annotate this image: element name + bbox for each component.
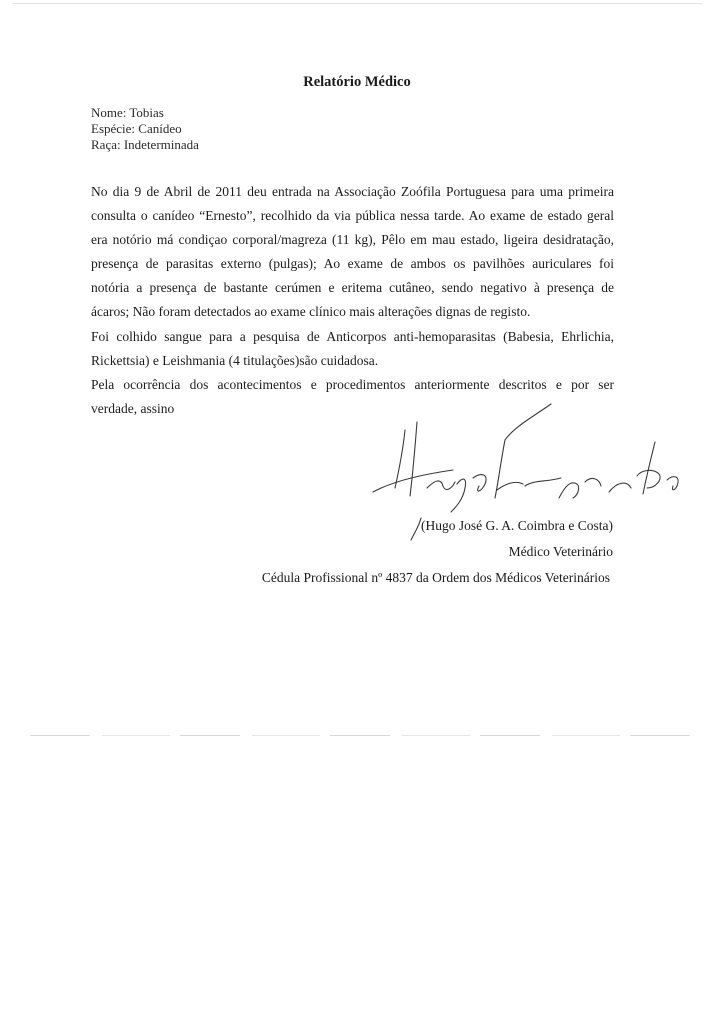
- body-line: verdade, assino: [91, 400, 175, 416]
- patient-name: Nome: Tobias: [91, 105, 164, 120]
- body-line: Rickettsia) e Leishmania (4 titulações)são cuidadosa.: [91, 352, 379, 368]
- top-scan-edge: [12, 3, 702, 4]
- body-line: Pela ocorrência dos acontecimentos e procedimentos anteriormente descritos e por ser: [91, 376, 614, 392]
- body-line: consulta o canídeo “Ernesto”, recolhido da via pública nessa tarde. Ao exame de estado geral: [91, 208, 614, 224]
- body-line: No dia 9 de Abril de 2011 deu entrada na Associação Zoófila Portuguesa para uma primeira: [91, 184, 614, 199]
- signatory-name: (Hugo José G. A. Coimbra e Costa): [421, 518, 613, 533]
- scan-fold-line: [30, 735, 694, 736]
- document-title: Relatório Médico: [303, 74, 411, 90]
- body-line: era notório má condiçao corporal/magreza (11 kg), Pêlo em mau estado, ligeira desidratação,: [91, 232, 614, 248]
- patient-info: [91, 105, 199, 153]
- signatory-license: Cédula Profissional nº 4837 da Ordem dos Médicos Veterinários: [261, 570, 610, 585]
- body-line: Foi colhido sangue para a pesquisa de Anticorpos anti-hemoparasitas (Babesia, Ehrlichia,: [91, 328, 614, 344]
- patient-breed: Raça: Indeterminada: [91, 137, 199, 152]
- patient-species: Espécie: Canídeo: [91, 121, 182, 136]
- signatory-title: Médico Veterinário: [508, 544, 613, 559]
- body-line: presença de parasitas externo (pulgas); Ao exame de ambos os pavilhões auriculares foi: [91, 256, 614, 272]
- body-line: ácaros; Não foram detectados ao exame clínico mais alterações dignas de registo.: [91, 304, 531, 320]
- body-line: notória a presença de bastante cerúmen e eritema cutâneo, sendo negativo à presença de: [91, 280, 614, 296]
- report-body: [91, 180, 614, 421]
